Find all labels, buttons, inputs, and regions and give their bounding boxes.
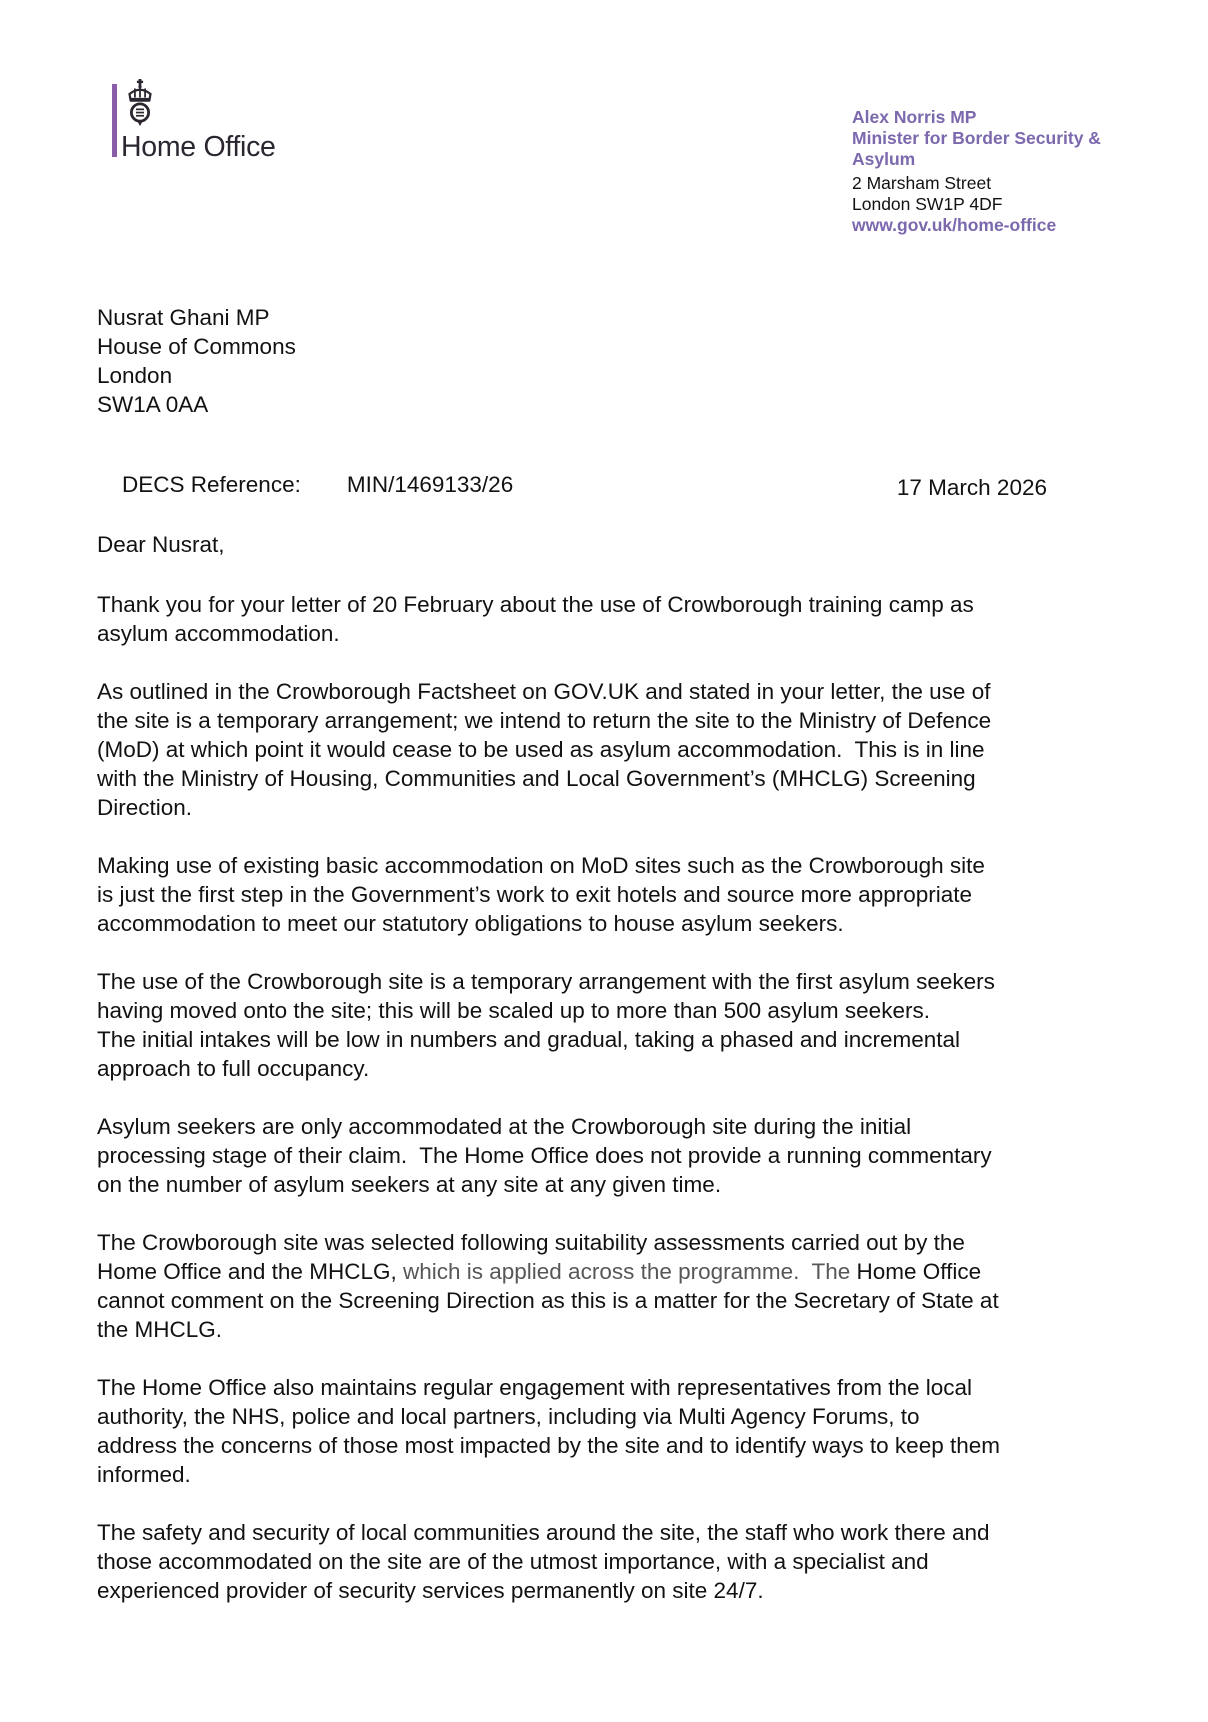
website-link[interactable]: www.gov.uk/home-office <box>852 215 1057 235</box>
sender-line: Asylum <box>852 149 916 169</box>
body-text-run: Making use of existing basic accommodation on MoD sites such as the Crowborough site <box>97 853 985 878</box>
salutation: Dear Nusrat, <box>97 532 225 557</box>
body-text-run: is just the first step in the Government’s work to exit hotels and source more appropriate <box>97 882 973 907</box>
body-text-run: those accommodated on the site are of the utmost importance, with a specialist and <box>97 1549 929 1574</box>
body-text-run: The use of the Crowborough site is a temporary arrangement with the first asylum seekers <box>97 969 995 994</box>
body-text-run: As outlined in the Crowborough Factsheet on GOV.UK and stated in your letter, the use of <box>97 679 991 704</box>
body-text-run: Asylum seekers are only accommodated at the Crowborough site during the initial <box>97 1114 912 1139</box>
sender-line: London SW1P 4DF <box>852 194 1003 214</box>
body-text-run: asylum accommodation. <box>97 621 340 646</box>
recipient-line: London <box>97 363 173 388</box>
body-paragraph <box>97 967 1062 1083</box>
body-text-run: the MHCLG. <box>97 1317 223 1342</box>
reference-value: MIN/1469133/26 <box>346 472 514 497</box>
body-paragraph <box>97 851 1062 938</box>
body-text-run: address the concerns of those most impacted by the site and to identify ways to keep them <box>97 1433 1000 1458</box>
body-text-run: The safety and security of local communities around the site, the staff who work there and <box>97 1520 990 1545</box>
body-text-run: informed. <box>97 1462 191 1487</box>
body-paragraph <box>97 1373 1062 1489</box>
recipient-line: SW1A 0AA <box>97 392 209 417</box>
recipient-line: House of Commons <box>97 334 296 359</box>
body-text-run: the site is a temporary arrangement; we intend to return the site to the Ministry of Defence <box>97 708 992 733</box>
department-name: Home Office <box>121 131 276 163</box>
body-text-run: (MoD) at which point it would cease to be used as asylum accommodation. This is in line <box>97 737 985 762</box>
body-text-run: with the Ministry of Housing, Communities and Local Government’s (MHCLG) Screening <box>97 766 976 791</box>
sender-line: Minister for Border Security & <box>852 128 1101 148</box>
body-paragraph <box>97 1518 1062 1605</box>
letter-body <box>97 590 1062 1634</box>
body-paragraph <box>97 1112 1062 1199</box>
body-text-run: Thank you for your letter of 20 February about the use of Crowborough training camp as <box>97 592 974 617</box>
muted-text-run: which is applied across the programme. The <box>402 1259 857 1284</box>
body-text-run: Home Office <box>856 1259 982 1284</box>
body-paragraph <box>97 1228 1062 1344</box>
body-text-run: The Home Office also maintains regular engagement with representatives from the local <box>97 1375 973 1400</box>
sender-line: 2 Marsham Street <box>852 173 992 193</box>
body-paragraph <box>97 677 1062 822</box>
body-text-run: Direction. <box>97 795 193 820</box>
body-text-run: having moved onto the site; this will be scaled up to more than 500 asylum seekers. <box>97 998 930 1023</box>
logo-accent-bar <box>112 84 117 157</box>
body-text-run: The initial intakes will be low in numbers and gradual, taking a phased and incremental <box>97 1027 960 1052</box>
body-text-run: Home Office and the MHCLG, <box>97 1259 403 1284</box>
body-text-run: cannot comment on the Screening Direction as this is a matter for the Secretary of State at <box>97 1288 999 1313</box>
body-text-run: The Crowborough site was selected following suitability assessments carried out by the <box>97 1230 965 1255</box>
body-text-run: authority, the NHS, police and local partners, including via Multi Agency Forums, to <box>97 1404 920 1429</box>
recipient-line: Nusrat Ghani MP <box>97 305 270 330</box>
letter-date: 17 March 2026 <box>896 475 1047 500</box>
reference-label: DECS Reference: <box>122 472 301 497</box>
sender-line: Alex Norris MP <box>852 107 977 127</box>
crown-icon <box>124 79 156 131</box>
recipient-block <box>97 303 296 419</box>
body-text-run: on the number of asylum seekers at any site at any given time. <box>97 1172 722 1197</box>
body-text-run: processing stage of their claim. The Home Office does not provide a running commentary <box>97 1143 992 1168</box>
body-text-run: accommodation to meet our statutory obligations to house asylum seekers. <box>97 911 844 936</box>
body-paragraph <box>97 590 1062 648</box>
body-text-run: experienced provider of security services permanently on site 24/7. <box>97 1578 764 1603</box>
body-text-run: approach to full occupancy. <box>97 1056 370 1081</box>
sender-block <box>852 107 1182 236</box>
